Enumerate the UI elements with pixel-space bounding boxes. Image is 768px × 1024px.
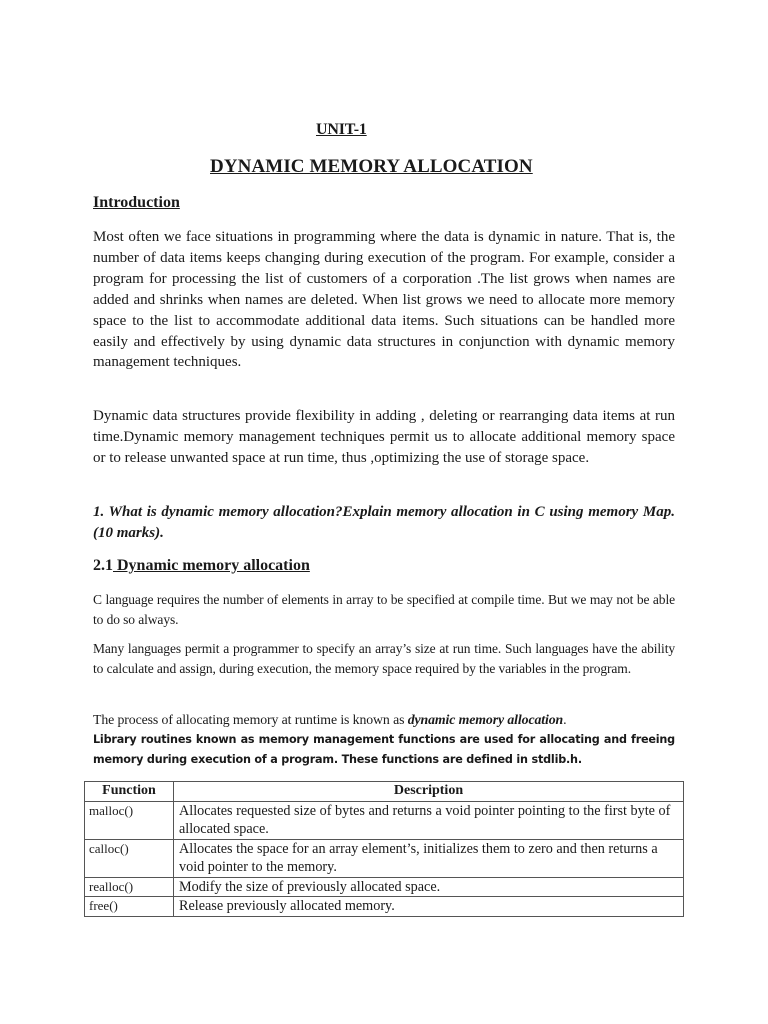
- function-description: Allocates requested size of bytes and returns a void pointer pointing to the first byte of allocated space.: [174, 801, 684, 839]
- introduction-paragraph: Most often we face situations in programming where the data is dynamic in nature. That is, the number of data items keeps changing during execution of the program. For example, consider a program for processing the list of customers of a corporation .The list grows when names are added and shrinks when names are deleted. When list grows we need to allocate more memory space to the list to accommodate additional data items. Such situations can be handled more easily and effectively by using dynamic data structures in conjunction with dynamic memory management techniques.: [93, 229, 675, 371]
- process-emphasis: dynamic memory allocation: [407, 712, 564, 727]
- function-description: Allocates the space for an array element’s, initializes them to zero and then returns a void pointer to the memory.: [174, 839, 684, 877]
- c-language-paragraph: C language requires the number of elements in array to be specified at compile time. But we may not be able to do so always.: [93, 592, 675, 627]
- function-name: malloc(): [85, 801, 174, 839]
- table-row: [85, 801, 684, 839]
- function-description: Release previously allocated memory.: [174, 897, 684, 917]
- section-heading: [93, 557, 310, 575]
- header-description: Description: [174, 782, 684, 802]
- many-languages-paragraph: Many languages permit a programmer to specify an array’s size at run time. Such languages have the ability to calculate and assign, during execution, the memory space required by the variables in the program.: [93, 641, 675, 676]
- introduction-heading: Introduction: [93, 194, 180, 211]
- section-title: Dynamic memory allocation: [113, 557, 310, 574]
- table-header-row: [85, 782, 684, 802]
- table-row: [85, 897, 684, 917]
- dynamic-structures-paragraph: Dynamic data structures provide flexibility in adding , deleting or rearranging data items at run time.Dynamic memory management techniques permit us to allocate additional memory space or to release unwanted space at run time, thus ,optimizing the use of storage space.: [93, 408, 675, 466]
- section-number: 2.1: [93, 557, 113, 574]
- library-routines-paragraph: Library routines known as memory management functions are used for allocating and freeing memory during execution of a program. These functions are defined in stdlib.h.: [93, 733, 675, 766]
- document-title: DYNAMIC MEMORY ALLOCATION: [210, 156, 533, 177]
- process-prefix: The process of allocating memory at runtime is known as: [93, 712, 408, 727]
- function-name: realloc(): [85, 877, 174, 897]
- process-suffix: .: [563, 712, 567, 727]
- function-name: free(): [85, 897, 174, 917]
- exam-question: 1. What is dynamic memory allocation?Explain memory allocation in C using memory Map. (10 marks).: [93, 504, 675, 541]
- function-description: Modify the size of previously allocated space.: [174, 877, 684, 897]
- header-function: Function: [85, 782, 174, 802]
- function-name: calloc(): [85, 839, 174, 877]
- process-paragraph: [93, 710, 675, 730]
- memory-functions-table: [84, 781, 684, 917]
- table-row: [85, 877, 684, 897]
- unit-label: UNIT-1: [316, 121, 367, 138]
- table-row: [85, 839, 684, 877]
